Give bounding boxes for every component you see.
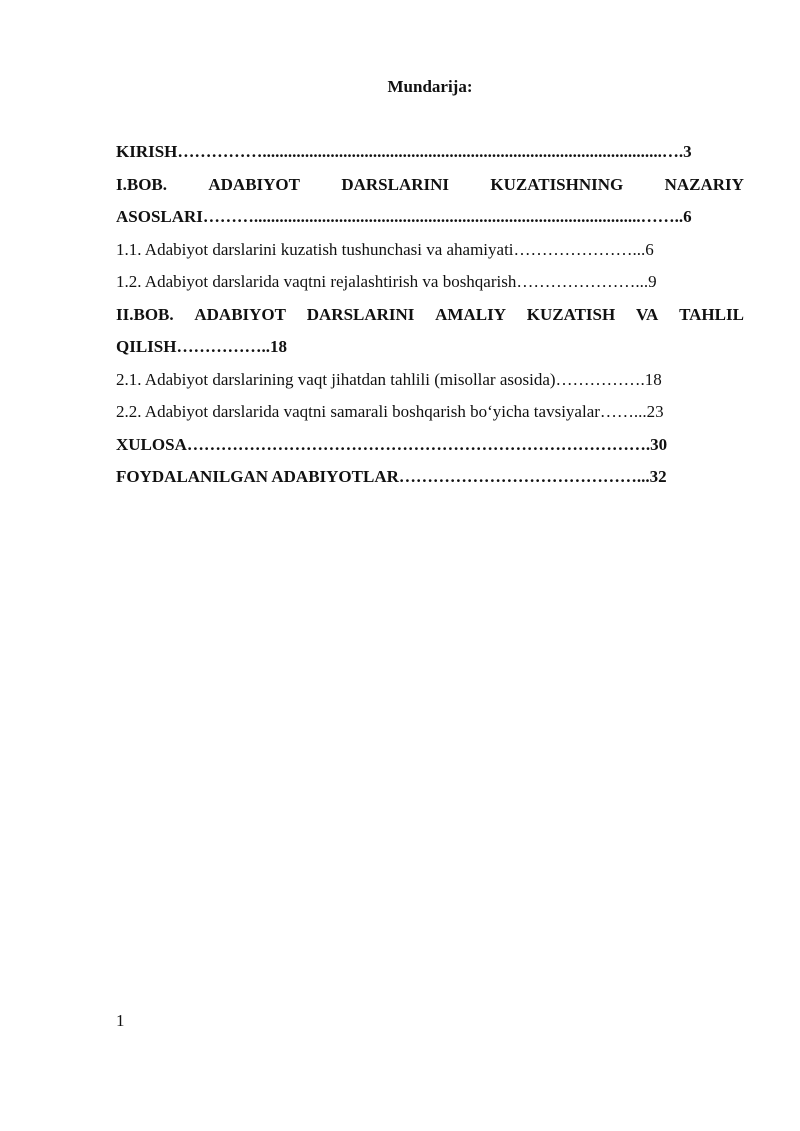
toc-entry-foydalanilgan: FOYDALANILGAN ADABIYOTLAR……………………………………...32 — [116, 467, 667, 486]
toc-word: DARSLARINI — [341, 174, 450, 194]
toc-word: KUZATISHNING — [490, 174, 624, 194]
toc-entry-bob2-cont: QILISH……………..18 — [116, 337, 287, 356]
toc-word: ADABIYOT — [208, 174, 300, 194]
table-of-contents — [116, 142, 744, 500]
toc-entry-1-1: 1.1. Adabiyot darslarini kuzatish tushunchasi va ahamiyati…………………...6 — [116, 239, 654, 259]
toc-entry-2-1: 2.1. Adabiyot darslarining vaqt jihatdan tahlili (misollar asosida)…………….18 — [116, 369, 662, 389]
toc-entry-1-2: 1.2. Adabiyot darslarida vaqtni rejalashtirish va boshqarish…………………...9 — [116, 272, 657, 291]
toc-entry-xulosa: XULOSA……………………………………………………………………….30 — [116, 434, 668, 454]
toc-word: DARSLARINI — [306, 304, 415, 324]
toc-word: VA — [635, 304, 659, 324]
toc-entry-bob2-heading — [116, 305, 744, 325]
toc-word: AMALIY — [435, 304, 506, 324]
toc-entry-bob1-cont: ASOSLARI………...........................................................................................……..6 — [116, 207, 692, 226]
toc-word: II.BOB. — [116, 304, 174, 324]
toc-entry-kirish: KIRISH……………..............................................................................................….3 — [116, 142, 692, 161]
toc-word: KUZATISH — [526, 304, 616, 324]
toc-word: ADABIYOT — [194, 304, 286, 324]
page-title: Mundarija: — [387, 77, 473, 96]
page-number: 1 — [116, 1011, 125, 1030]
toc-word: I.BOB. — [116, 174, 168, 194]
toc-entry-bob1-heading — [116, 175, 744, 195]
toc-word: TAHLIL — [679, 304, 744, 324]
toc-entry-2-2: 2.2. Adabiyot darslarida vaqtni samarali boshqarish bo‘yicha tavsiyalar……...23 — [116, 402, 664, 421]
toc-word: NAZARIY — [664, 174, 744, 194]
